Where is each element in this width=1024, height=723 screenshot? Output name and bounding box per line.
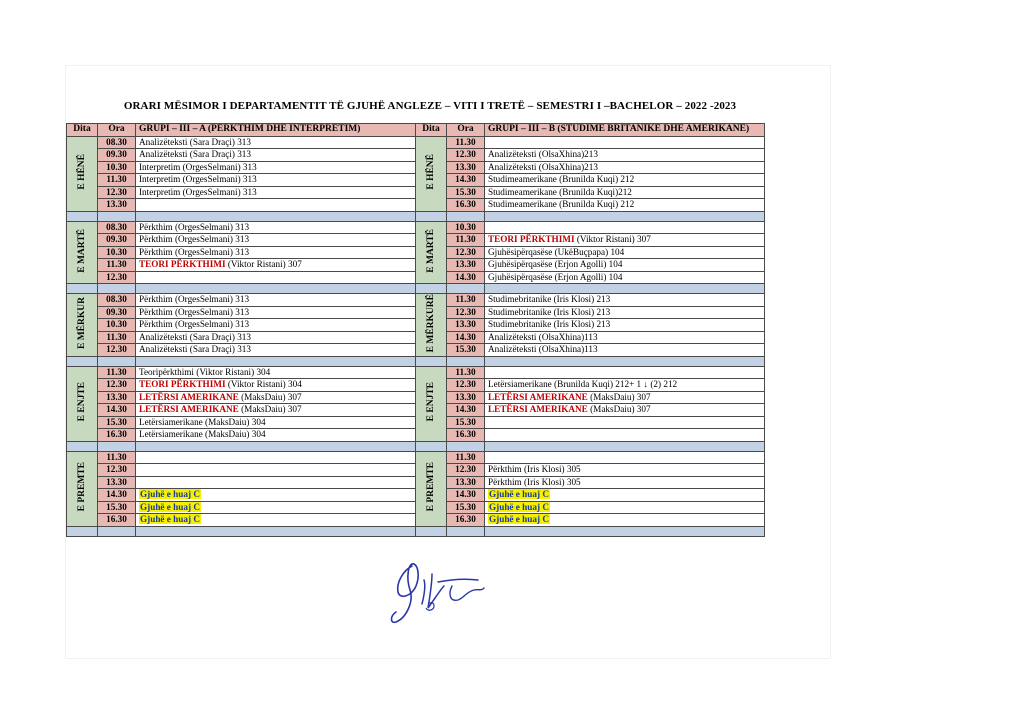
separator-cell	[136, 526, 416, 536]
time-cell: 11.30	[98, 451, 136, 464]
day-label-text: E ENJTE	[76, 382, 87, 422]
header-time-a: Ora	[98, 124, 136, 137]
separator-cell	[136, 211, 416, 221]
course-cell	[485, 221, 765, 234]
course-text: Letërsiamerikane (MaksDaiu) 304	[139, 416, 266, 427]
course-cell	[136, 501, 416, 514]
course-cell	[136, 344, 416, 357]
course-cell	[136, 136, 416, 149]
separator-row	[67, 441, 765, 451]
day-label-left	[67, 451, 98, 526]
separator-cell	[67, 526, 98, 536]
course-text: (Viktor Ristani) 307	[574, 234, 651, 245]
course-text: Interpretim (OrgesSelmani) 313	[139, 161, 257, 172]
time-cell: 08.30	[98, 221, 136, 234]
separator-cell	[98, 526, 136, 536]
course-text: Studimeamerikane (Brunilda Kuqi) 212	[488, 199, 635, 210]
time-cell: 11.30	[98, 331, 136, 344]
course-text: Studimeamerikane (Brunilda Kuqi)212	[488, 186, 632, 197]
separator-cell	[98, 441, 136, 451]
course-cell	[136, 451, 416, 464]
course-cell	[136, 294, 416, 307]
course-cell	[136, 366, 416, 379]
time-cell: 10.30	[447, 221, 485, 234]
time-cell: 08.30	[98, 136, 136, 149]
time-cell: 16.30	[98, 514, 136, 527]
separator-row	[67, 211, 765, 221]
header-group-a: GRUPI – III – A (PËRKTHIM DHE INTERPRETIM)	[136, 124, 416, 137]
course-text: Analizëteksti (Sara Draçi) 313	[139, 331, 251, 342]
course-text: (MaksDaiu) 307	[587, 391, 651, 402]
day-label-text: E PREMTE	[76, 462, 87, 512]
course-cell	[485, 161, 765, 174]
course-text: Përkthim (Iris Klosi) 305	[488, 464, 581, 475]
course-text: (Viktor Ristani) 304	[225, 379, 302, 390]
course-cell	[136, 404, 416, 417]
separator-cell	[485, 441, 765, 451]
table-row	[67, 451, 765, 464]
course-text: Letërsiamerikane (MaksDaiu) 304	[139, 429, 266, 440]
course-text: (MaksDaiu) 307	[238, 391, 302, 402]
time-cell: 11.30	[98, 259, 136, 272]
course-cell	[136, 149, 416, 162]
course-cell	[136, 186, 416, 199]
day-label-text: E MËRKURË	[425, 294, 436, 353]
course-cell	[136, 246, 416, 259]
separator-cell	[447, 441, 485, 451]
time-cell: 12.30	[98, 464, 136, 477]
course-text: Përkthim (Iris Klosi) 305	[488, 476, 581, 487]
day-label-right	[416, 221, 447, 284]
course-text: Analizëteksti (OlsaXhina)213	[488, 161, 598, 172]
day-label-right	[416, 366, 447, 441]
course-cell	[485, 501, 765, 514]
day-label-text: E HËNË	[76, 154, 87, 190]
course-highlight: Gjuhë e huaj C	[140, 489, 200, 500]
course-cell	[136, 331, 416, 344]
course-highlight: Gjuhë e huaj C	[140, 514, 200, 525]
course-cell	[485, 404, 765, 417]
header-group-b: GRUPI – III – B (STUDIME BRITANIKE DHE AMERIKANE)	[485, 124, 765, 137]
course-cell	[485, 149, 765, 162]
day-label-right	[416, 294, 447, 357]
course-cell	[485, 344, 765, 357]
time-cell: 12.30	[447, 379, 485, 392]
time-cell: 14.30	[447, 271, 485, 284]
time-cell: 16.30	[98, 429, 136, 442]
separator-cell	[98, 284, 136, 294]
course-text: Interpretim (OrgesSelmani) 313	[139, 186, 257, 197]
handwritten-signature	[388, 556, 488, 628]
time-cell: 12.30	[447, 306, 485, 319]
time-cell: 13.30	[447, 476, 485, 489]
time-cell: 11.30	[98, 174, 136, 187]
separator-cell	[447, 356, 485, 366]
course-cell	[485, 271, 765, 284]
course-cell	[485, 199, 765, 212]
time-cell: 10.30	[98, 161, 136, 174]
course-text: Përkthim (OrgesSelmani) 313	[139, 306, 250, 317]
separator-cell	[485, 284, 765, 294]
course-text: Gjuhësipërqasëse (Erjon Agolli) 104	[488, 271, 623, 282]
separator-cell	[416, 441, 447, 451]
course-cell	[136, 234, 416, 247]
course-cell	[485, 306, 765, 319]
course-text: Analizëteksti (Sara Draçi) 313	[139, 136, 251, 147]
time-cell: 08.30	[98, 294, 136, 307]
course-text: Përkthim (OrgesSelmani) 313	[139, 221, 250, 232]
time-cell: 11.30	[447, 294, 485, 307]
course-cell	[136, 514, 416, 527]
time-cell: 14.30	[447, 331, 485, 344]
course-text: Përkthim (OrgesSelmani) 313	[139, 234, 250, 245]
course-cell	[485, 174, 765, 187]
separator-cell	[136, 441, 416, 451]
time-cell: 14.30	[98, 489, 136, 502]
day-label-text: E MARTË	[76, 228, 87, 273]
time-cell: 15.30	[447, 344, 485, 357]
course-cell	[136, 199, 416, 212]
time-cell: 15.30	[447, 186, 485, 199]
time-cell: 09.30	[98, 234, 136, 247]
day-label-right	[416, 136, 447, 211]
separator-cell	[98, 211, 136, 221]
course-text: Letërsiamerikane (Brunilda Kuqi) 212+ 1 ↓ (2) 212	[488, 379, 678, 390]
time-cell: 14.30	[447, 174, 485, 187]
day-label-text: E MËRKUR	[76, 297, 87, 350]
course-text: Analizëteksti (OlsaXhina)213	[488, 149, 598, 160]
course-text: Studimeamerikane (Brunilda Kuqi) 212	[488, 174, 635, 185]
time-cell: 12.30	[98, 379, 136, 392]
course-cell	[485, 246, 765, 259]
course-cell	[485, 429, 765, 442]
time-cell: 11.30	[98, 366, 136, 379]
time-cell: 12.30	[447, 246, 485, 259]
course-cell	[485, 379, 765, 392]
table-row	[67, 294, 765, 307]
time-cell: 16.30	[447, 429, 485, 442]
course-cell	[485, 464, 765, 477]
separator-cell	[485, 526, 765, 536]
course-cell	[485, 136, 765, 149]
course-text: Analizëteksti (Sara Draçi) 313	[139, 149, 251, 160]
course-cell	[136, 306, 416, 319]
course-text: (MaksDaiu) 307	[587, 404, 651, 415]
time-cell: 11.30	[447, 366, 485, 379]
course-cell	[485, 391, 765, 404]
course-cell	[136, 259, 416, 272]
time-cell: 13.30	[447, 161, 485, 174]
course-cell	[485, 259, 765, 272]
day-label-left	[67, 366, 98, 441]
time-cell: 09.30	[98, 149, 136, 162]
time-cell: 15.30	[98, 501, 136, 514]
separator-cell	[485, 356, 765, 366]
time-cell: 11.30	[447, 234, 485, 247]
time-cell: 09.30	[98, 306, 136, 319]
day-label-left	[67, 136, 98, 211]
time-cell: 11.30	[447, 451, 485, 464]
course-emphasis: TEORI PËRKTHIMI	[139, 379, 226, 390]
separator-cell	[67, 284, 98, 294]
course-text: Analizëteksti (OlsaXhina)113	[488, 331, 598, 342]
time-cell: 13.30	[447, 259, 485, 272]
course-cell	[136, 391, 416, 404]
separator-cell	[416, 526, 447, 536]
day-label-left	[67, 294, 98, 357]
course-cell	[136, 416, 416, 429]
course-cell	[136, 489, 416, 502]
schedule-table	[66, 123, 765, 537]
separator-cell	[136, 356, 416, 366]
course-text: Gjuhësipërqasëse (UkëBuçpapa) 104	[488, 246, 625, 257]
time-cell: 15.30	[447, 416, 485, 429]
time-cell: 13.30	[447, 319, 485, 332]
course-cell	[136, 221, 416, 234]
course-cell	[136, 174, 416, 187]
time-cell: 16.30	[447, 514, 485, 527]
time-cell: 12.30	[98, 271, 136, 284]
course-emphasis: LETËRSI AMERIKANE	[488, 391, 588, 402]
course-cell	[136, 464, 416, 477]
time-cell: 13.30	[447, 391, 485, 404]
time-cell: 12.30	[447, 464, 485, 477]
separator-cell	[416, 356, 447, 366]
schedule-body	[67, 136, 765, 536]
course-text: Teoripërkthimi (Viktor Ristani) 304	[139, 366, 271, 377]
course-cell	[485, 331, 765, 344]
separator-row	[67, 284, 765, 294]
separator-cell	[447, 211, 485, 221]
time-cell: 14.30	[98, 404, 136, 417]
table-row	[67, 221, 765, 234]
course-text: Studimebritanike (Iris Klosi) 213	[488, 306, 611, 317]
course-cell	[136, 161, 416, 174]
separator-cell	[136, 284, 416, 294]
time-cell: 15.30	[98, 416, 136, 429]
course-text: Studimebritanike (Iris Klosi) 213	[488, 294, 611, 305]
day-label-right	[416, 451, 447, 526]
course-text: Interpretim (OrgesSelmani) 313	[139, 174, 257, 185]
separator-cell	[67, 441, 98, 451]
course-highlight: Gjuhë e huaj C	[489, 489, 549, 500]
course-text: Përkthim (OrgesSelmani) 313	[139, 246, 250, 257]
course-cell	[136, 429, 416, 442]
course-cell	[485, 476, 765, 489]
course-cell	[485, 294, 765, 307]
time-cell: 11.30	[447, 136, 485, 149]
header-row	[67, 124, 765, 137]
course-text: (Viktor Ristani) 307	[225, 259, 302, 270]
time-cell: 16.30	[447, 199, 485, 212]
separator-cell	[416, 284, 447, 294]
separator-cell	[98, 356, 136, 366]
time-cell: 12.30	[98, 186, 136, 199]
course-text: Analizëteksti (OlsaXhina)113	[488, 344, 598, 355]
course-text: Përkthim (OrgesSelmani) 313	[139, 319, 250, 330]
course-emphasis: LETËRSI AMERIKANE	[139, 391, 239, 402]
course-emphasis: TEORI PËRKTHIMI	[139, 259, 226, 270]
separator-cell	[67, 356, 98, 366]
course-cell	[485, 234, 765, 247]
header-time-b: Ora	[447, 124, 485, 137]
day-label-left	[67, 221, 98, 284]
course-text: (MaksDaiu) 307	[238, 404, 302, 415]
day-label-text: E MARTË	[425, 228, 436, 273]
time-cell: 14.30	[447, 489, 485, 502]
time-cell: 10.30	[98, 246, 136, 259]
course-cell	[485, 416, 765, 429]
time-cell: 14.30	[447, 404, 485, 417]
time-cell: 13.30	[98, 476, 136, 489]
separator-row	[67, 356, 765, 366]
course-cell	[136, 319, 416, 332]
time-cell: 12.30	[98, 344, 136, 357]
course-text: Gjuhësipërqasëse (Erjon Agolli) 104	[488, 259, 623, 270]
day-label-text: E PREMTE	[425, 462, 436, 512]
course-cell	[485, 186, 765, 199]
day-label-text: E HËNË	[425, 154, 436, 190]
course-cell	[485, 366, 765, 379]
header-day-a: Dita	[67, 124, 98, 137]
course-emphasis: LETËRSI AMERIKANE	[488, 404, 588, 415]
course-text: Studimebritanike (Iris Klosi) 213	[488, 319, 611, 330]
header-day-b: Dita	[416, 124, 447, 137]
course-highlight: Gjuhë e huaj C	[140, 501, 200, 512]
table-row	[67, 366, 765, 379]
time-cell: 13.30	[98, 391, 136, 404]
course-text: Përkthim (OrgesSelmani) 313	[139, 294, 250, 305]
course-emphasis: LETËRSI AMERIKANE	[139, 404, 239, 415]
table-row	[67, 136, 765, 149]
course-cell	[485, 319, 765, 332]
course-highlight: Gjuhë e huaj C	[489, 501, 549, 512]
course-cell	[485, 489, 765, 502]
time-cell: 13.30	[98, 199, 136, 212]
document-title: ORARI MËSIMOR I DEPARTAMENTIT TË GJUHË ANGLEZE – VITI I TRETË – SEMESTRI I –BACHELOR – 2022 -2023	[123, 100, 737, 112]
time-cell: 12.30	[447, 149, 485, 162]
course-text: Analizëteksti (Sara Draçi) 313	[139, 344, 251, 355]
separator-cell	[416, 211, 447, 221]
separator-cell	[67, 211, 98, 221]
course-cell	[136, 476, 416, 489]
separator-row	[67, 526, 765, 536]
course-emphasis: TEORI PËRKTHIMI	[488, 234, 575, 245]
course-highlight: Gjuhë e huaj C	[489, 514, 549, 525]
separator-cell	[447, 526, 485, 536]
time-cell: 15.30	[447, 501, 485, 514]
course-cell	[485, 451, 765, 464]
course-cell	[136, 271, 416, 284]
separator-cell	[447, 284, 485, 294]
course-cell	[485, 514, 765, 527]
course-cell	[136, 379, 416, 392]
separator-cell	[485, 211, 765, 221]
time-cell: 10.30	[98, 319, 136, 332]
day-label-text: E ENJTE	[425, 382, 436, 422]
